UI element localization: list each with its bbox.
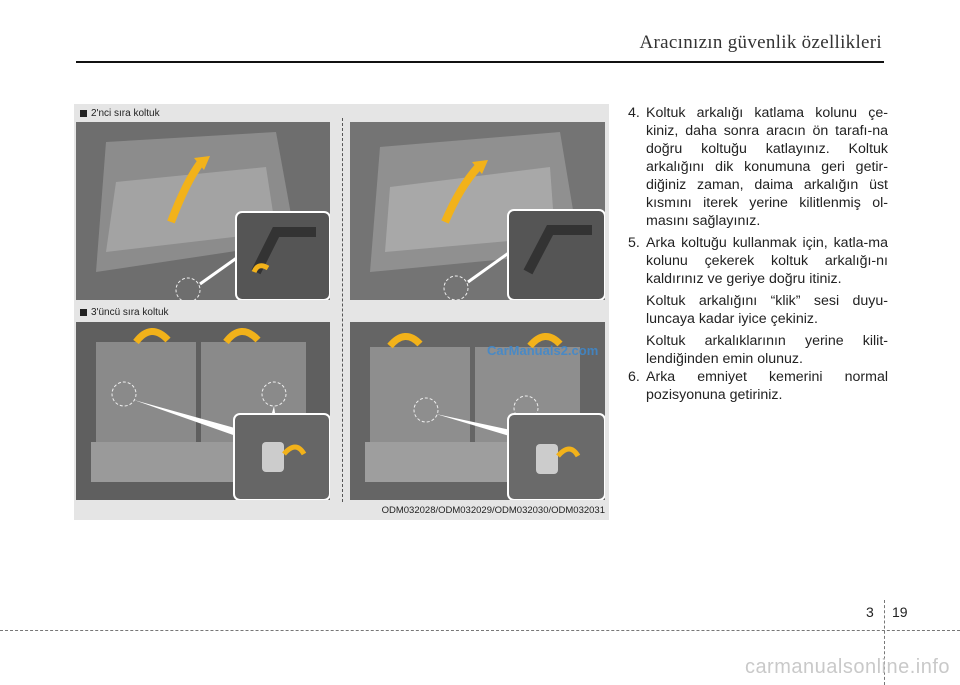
caption-text: 3'üncü sıra koltuk: [91, 307, 169, 318]
figure-divider: [342, 118, 343, 502]
step-number: 6.: [628, 369, 640, 385]
figure-panel: [74, 104, 609, 520]
watermark-text: CarManuals2.com: [487, 343, 599, 358]
step-number: 5.: [628, 235, 640, 251]
photo-second-row-raising: [350, 122, 605, 300]
step-5-paragraph: Koltuk arkalıklarının yerine kilit-lendiğinden emin olunuz.: [646, 333, 888, 367]
figure-caption-second-row: [80, 108, 160, 119]
figure-code: ODM032028/ODM032029/ODM032030/ODM032031: [381, 505, 605, 516]
step-number: 4.: [628, 105, 640, 121]
step-4: [628, 104, 888, 230]
instruction-text: [628, 104, 888, 404]
step-5-paragraph: Koltuk arkalığını “klik” sesi duyu-luncaya kadar iyice çekiniz.: [646, 293, 888, 327]
bullet-square-icon: [80, 110, 87, 117]
header-rule: [76, 61, 884, 63]
chapter-number: 3: [866, 604, 874, 620]
bullet-square-icon: [80, 309, 87, 316]
figure-caption-third-row: [80, 307, 169, 318]
footer-rule: [0, 630, 960, 631]
page-header-title: Aracınızın güvenlik özellikleri: [639, 32, 882, 53]
step-6: [628, 368, 888, 404]
photo-second-row-folding: [76, 122, 330, 300]
photo-third-row-folding: [76, 322, 330, 500]
step-5: [628, 234, 888, 288]
step-text: Arka koltuğu kullanmak için, katla-ma kolunu çekerek koltuk arkalığı-nı kaldırınız ve geriye doğru itiniz.: [646, 235, 888, 287]
step-text: Arka emniyet kemerini normal pozisyonuna getiriniz.: [646, 369, 888, 403]
page-number: 19: [892, 604, 908, 620]
step-text: Koltuk arkalığı katlama kolunu çe-kiniz, daha sonra aracın ön tarafı-na doğru koltuğu katlayınız. Koltuk arkalığını dik konumuna geri getir-diğiniz zaman, daima arkalığın üst kısmını iterek yerine kilitlenmiş ol-masını sağlayınız.: [646, 105, 888, 229]
footer-site-watermark: carmanualsonline.info: [744, 656, 950, 678]
caption-text: 2'nci sıra koltuk: [91, 108, 160, 119]
